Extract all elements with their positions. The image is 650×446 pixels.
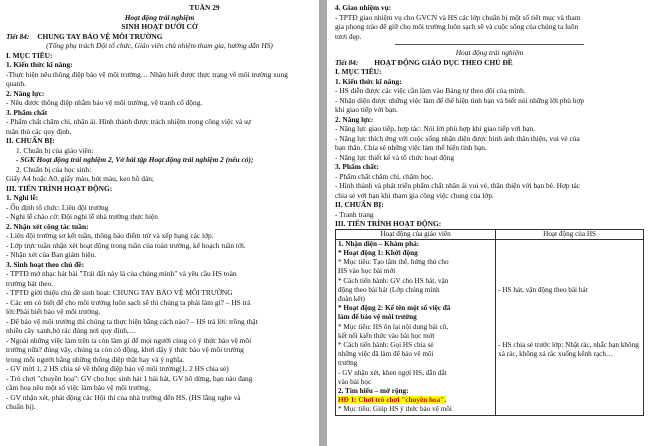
cell-line: * Hoạt động 2: Kể tên một số việc đã (338, 304, 451, 313)
subsection-heading: 1. Nghi lễ: (6, 193, 39, 202)
text-line: - Hình thành và phát triển phẩm chất nhân ái vui vẻ, thân thiện với bạn bè. Hợp tác (335, 181, 581, 190)
section-heading: III. TIẾN TRÌNH HOẠT ĐỘNG: (335, 219, 442, 228)
table-header-hs: Hoạt động của HS (496, 229, 644, 239)
text-line: - Năng lực thiết kế và tổ chức hoạt động (335, 152, 455, 162)
text-line: chia sẻ với bạn khi tham gia công việc chung của lớp. (335, 190, 494, 200)
text-line: - Nghi lễ chào cờ: Đội nghi lễ nhà trường thực hiện (6, 212, 158, 221)
text-line: - Năng lực giao tiếp, hợp tác: Nói lời phù hợp khi giao tiếp với bạn. (335, 124, 536, 133)
subsection-heading: 1. Kiến thức kĩ năng: (6, 60, 73, 69)
text-line: tuân thủ các quy định. (6, 126, 72, 136)
section-heading: I. MỤC TIÊU: (6, 50, 53, 60)
table-cell-gv (336, 239, 496, 415)
cell-line: * Mục tiêu: HS ôn lại nội dung bài cũ, (338, 322, 449, 331)
document-page-right (327, 0, 650, 446)
table-header-gv: Hoạt động của giáo viên (336, 229, 496, 239)
subject-heading: Hoạt động trải nghiệm (455, 48, 524, 57)
page-title: SINH HOẠT DƯỚI CỜ (121, 22, 198, 31)
text-line: - Tranh trang (335, 209, 374, 219)
section-heading: III. TIẾN TRÌNH HOẠT ĐỘNG: (6, 183, 113, 193)
text-line: - Nhận xét của Ban giám hiệu. (6, 250, 97, 259)
text-line: - Ổn định tổ chức: Liên đội trường (6, 202, 109, 212)
cell-line: vào bài học (338, 377, 372, 386)
text-line: tươi đẹp. (335, 31, 362, 41)
lesson-heading (335, 58, 644, 68)
subsection-heading: 3. Phẩm chất: (335, 162, 379, 171)
text-line: -Thực hiện nêu thông điệp bảo vệ môi trường… Nhận biết được thực trạng về môi trường xung (6, 69, 288, 79)
cell-line: HS vào học bài mới (338, 267, 396, 276)
text-line: - Phẩm chất chăm chỉ, nhân ái. Hình thành được trách nhiệm trong công việc và sự (6, 117, 252, 126)
cell-line: trường (338, 359, 358, 368)
document-page-left (0, 0, 319, 446)
text-line: khi giao tiếp với bạn. (335, 105, 398, 114)
subsection-heading: 2. Năng lực: (335, 114, 374, 124)
cell-line: 2. Tìm hiểu – mở rộng: (338, 386, 409, 395)
lesson-title: CHUNG TAY BẢO VỆ MÔI TRƯỜNG (37, 31, 163, 41)
text-line: lời:Phải biết bảo vệ môi trường. (6, 307, 101, 316)
subject-heading: Hoạt động trải nghiệm (124, 12, 195, 22)
text-line: - Liên đội trường sơ kết tuần, thông báo điểm trừ và xếp hạng các lớp. (6, 231, 214, 240)
lesson-label: Tiết 84: (6, 31, 30, 41)
divider (395, 44, 584, 45)
highlighted-activity: HĐ 1: Chơi trò chơi "chuyền hoa". (338, 396, 446, 405)
section-heading: II. CHUẨN BỊ: (335, 200, 384, 209)
table-header-row (336, 229, 644, 239)
cell-line: những việc đã làm để bảo vệ môi (338, 350, 434, 359)
text-line: 2. Chuẩn bị của học sinh: (16, 164, 92, 174)
text-line: - TPTĐ giao nhiệm vụ cho GVCN và HS các lớp chuẩn bị một số tiết mục và tham (335, 12, 581, 22)
cell-spacer (498, 240, 641, 286)
subsection-heading: 3. Sinh hoạt theo chủ đề: (6, 259, 85, 269)
text-line: - Ngoài những việc làm trên ta còn làm gì để mọi người cùng có ý thức bảo vệ môi (6, 335, 252, 345)
text-line: - GV nhận xét, phát động các Hội thi của nhà trường đến HS. (HS lắng nghe và (6, 392, 241, 402)
lesson-note: (Tổng phụ trách Đội tổ chức, Giáo viên chủ nhiệm tham gia, hướng dẫn HS) (46, 41, 273, 50)
text-line: quanh. (6, 79, 26, 88)
lesson-heading (6, 32, 313, 42)
week-heading: TUẦN 29 (189, 3, 220, 12)
cell-line: 1. Nhận diện – Khám phá: (338, 239, 420, 248)
cell-line: - GV nhận xét, khen ngợi HS, dẫn dắt (338, 368, 447, 377)
cell-line: đoàn kết) (338, 294, 365, 303)
text-line: - Năng lực thích ứng với cuộc sống nhận diện được hình ảnh thân thiện, vui vẻ của (335, 133, 580, 143)
text-line: chuẩn bị). (6, 402, 36, 411)
cell-line (338, 396, 493, 405)
cell-line: * Mục tiêu: Tạo tâm thế, hứng thú cho (338, 258, 449, 267)
text-line: trường nữa? đúng vậy, chúng ta còn có động, khơi dậy ý thức bảo vệ môi trường (6, 345, 244, 354)
cell-line: * Hoạt động 1: Khởi động (338, 248, 418, 257)
lesson-title: HOẠT ĐỘNG GIÁO DỤC THEO CHỦ ĐỀ (374, 57, 513, 67)
cell-line: kết nối kiến thức vào bài học mới (338, 331, 435, 340)
text-line: - SGK Hoạt động trải nghiệm 2, Vở bài tập Hoạt động trải nghiệm 2 (nếu có); (16, 155, 254, 164)
subsection-heading: 3. Phẩm chất (6, 107, 48, 117)
text-line: - TPTĐ giới thiệu chủ đề sinh hoạt: CHUNG TAY BẢO VỆ MÔI TRƯỜNG (6, 288, 233, 297)
cell-spacer (498, 295, 641, 341)
text-line: cầm hoa nêu một số việc làm bảo vệ môi trường. (6, 383, 151, 392)
section-heading: II. CHUẨN BỊ: (6, 136, 55, 145)
text-line: bạn thân. Chia sẻ những việc làm thể hiện tình bạn. (335, 143, 487, 152)
lesson-label: Tiết 84: (335, 57, 359, 67)
text-line: - Nêu được thông điệp nhằm bảo vệ môi trường, vệ tranh cổ động. (6, 98, 203, 107)
text-line: 1. Chuẩn bị của giáo viên: (16, 145, 94, 155)
text-line: - Nhận diện được những việc làm để thể hiện tình bạn và biết nói những lời phù hợp (335, 95, 585, 105)
subsection-heading: 4. Giao nhiệm vụ: (335, 3, 392, 12)
section-heading: I. MỤC TIÊU: (335, 67, 382, 76)
table-row (336, 239, 644, 415)
subsection-heading: 2. Năng lực: (6, 88, 45, 98)
text-line: - Phẩm chất chăm chỉ, chăm học. (335, 171, 434, 181)
text-line: trong mỗi người bằng những thông điệp thật hay và ý nghĩa. (6, 354, 185, 364)
text-line: - HS diễn được các việc cần làm vào Bảng tự theo dõi của mình. (335, 86, 526, 95)
cell-line: - HS chia sẻ trước lớp: Nhặt rác, nhắc bạn không xả rác, không xả rác xuống kênh rạch… (498, 340, 639, 359)
cell-line: làm để bảo vệ môi trường (338, 313, 417, 322)
table-cell-hs (496, 239, 644, 415)
text-line: Giấy A4 hoặc A0, giấy màu, bút màu, keo hồ dán; (6, 174, 154, 183)
text-line: gia phong trào để giữ cho môi trường luôn sạch sẽ và cuộc sống của chúng ta luôn (335, 22, 579, 31)
cell-line: * Mục tiêu: Giúp HS ý thức bảo vệ môi (338, 405, 452, 414)
text-line: - GV mời 1, 2 HS chia sẻ về thông điệp bảo vệ môi trường(1, 2 HS chia sẻ) (6, 364, 229, 373)
subsection-heading: 1. Kiến thức kĩ năng: (335, 76, 402, 86)
text-line: - Lớp trực tuần nhận xét hoạt động trong tuần của toàn trường, kế hoạch tuần tới. (6, 240, 246, 250)
text-line: - Trò chơi "chuyền hoa": GV cho học sinh hát 1 bài hát, GV hô dừng, bạn nào đang (6, 373, 253, 383)
text-line: nhiều cây xanh,bỏ rác đúng nơi quy định,… (6, 326, 137, 335)
cell-line: - HS hát, vận động theo bài hát (498, 285, 588, 294)
text-line: - TPTĐ mở nhạc hát bài "Trái đất này là của chúng mình" và yêu cầu HS toàn (6, 269, 237, 278)
cell-line: * Cách tiến hành: GV cho HS hát, vận (338, 276, 449, 285)
cell-line: động theo bài hát (Lớp chúng mình (338, 285, 440, 294)
subsection-heading: 2. Nhận xét công tác tuần: (6, 221, 89, 231)
cell-line: * Cách tiến hành: Gọi HS chia sẻ (338, 340, 434, 349)
activity-table (335, 229, 644, 416)
text-line: - Các em có biết để cho môi trường luôn sạch sẽ thì chúng ta phải làm gì? – HS trả (6, 297, 251, 307)
text-line: trường hát theo. (6, 278, 54, 288)
text-line: - Để bảo vệ môi trường thì chúng ta thực hiện bằng cách nào? – HS trả lời: trồng thật (6, 316, 258, 326)
